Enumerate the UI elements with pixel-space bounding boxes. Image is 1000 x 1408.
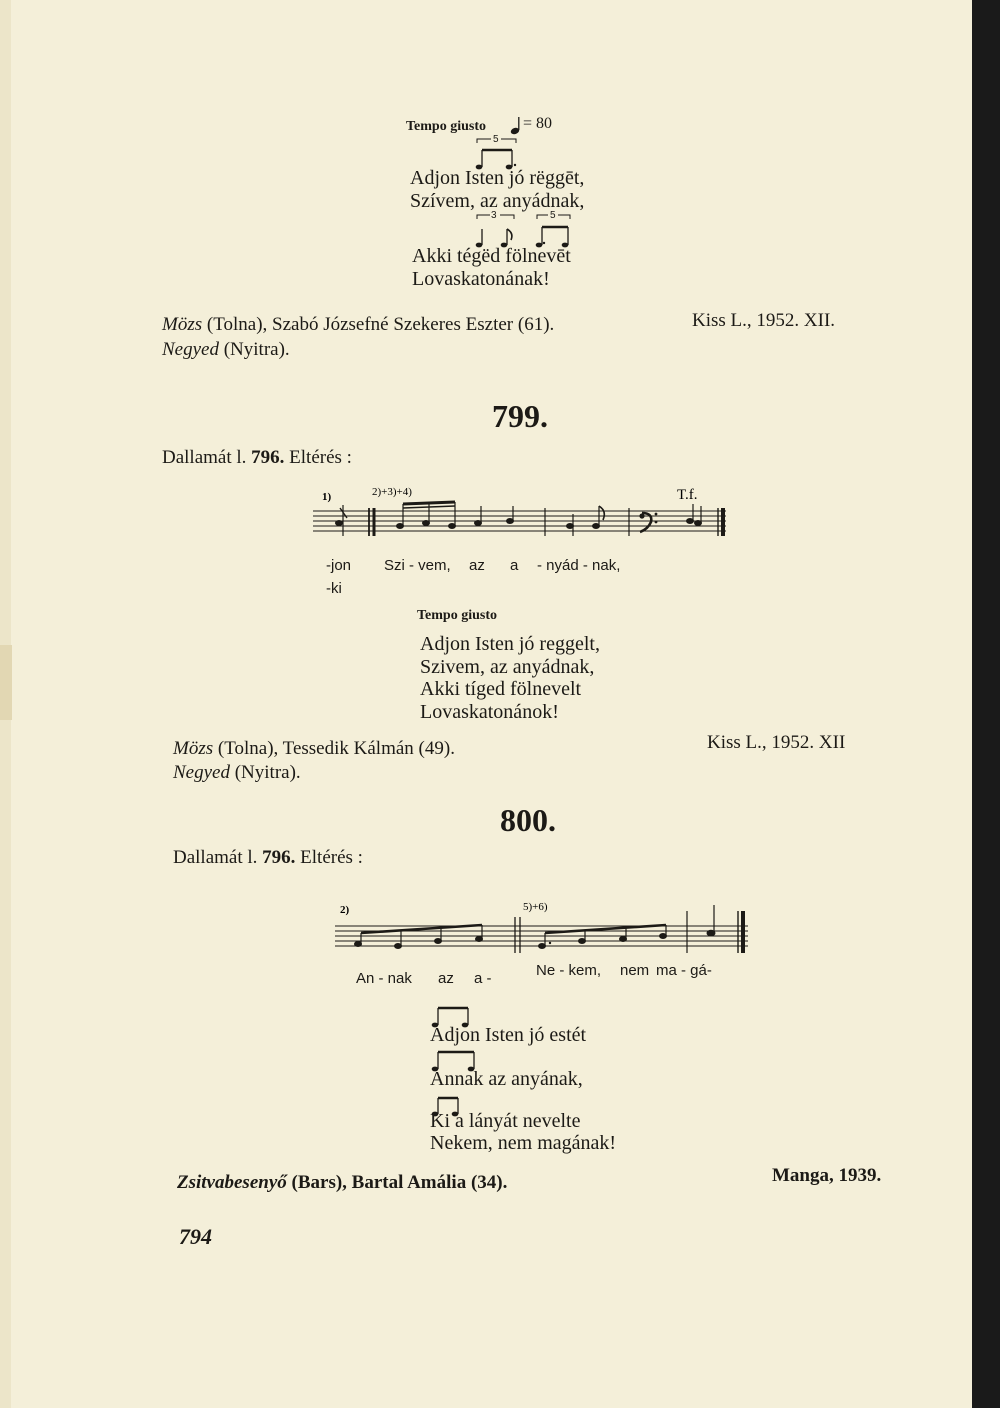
lyric-syllable: -ki — [326, 580, 342, 597]
lyric-syllable: An - nak — [356, 970, 412, 987]
verse-800-line-1: Adjon Isten jó estét — [430, 1024, 587, 1046]
verse-800-line-3: Ki a lányát nevelte — [430, 1110, 581, 1132]
melody-ref-number: 796. — [251, 447, 285, 468]
source-line-top — [162, 314, 554, 336]
verse-line: Adjon Isten jó rëggēt, — [410, 167, 585, 189]
region-details: (Nyitra). — [218, 339, 290, 360]
tuplet-number: 5 — [493, 134, 499, 145]
source-place: Mözs — [173, 738, 214, 759]
lyric-syllable: a - — [474, 970, 492, 987]
source-details: (Bars), Bartal Amália (34). — [286, 1172, 508, 1193]
verse-top-second-half — [412, 245, 571, 290]
verse-line: Akki tíged fölnevelt — [420, 678, 582, 700]
rhythm-figures-800 — [430, 1003, 480, 1127]
source-place: Mözs — [162, 314, 203, 335]
region-place: Negyed — [162, 339, 219, 360]
variant-mark: 1) — [322, 491, 332, 503]
verse-line: Adjon Isten jó reggelt, — [420, 633, 600, 655]
region-place: Negyed — [173, 762, 230, 783]
source-line-800 — [177, 1172, 507, 1194]
variant-mark: 2) — [340, 904, 350, 916]
collector-top: Kiss L., 1952. XII. — [692, 310, 836, 331]
tuplet-number: 5 — [550, 210, 556, 221]
lyric-syllable: nem — [620, 962, 650, 979]
melody-reference-799 — [162, 447, 352, 469]
verse-line: Szivem, az anyádnak, — [420, 655, 595, 678]
lyric-syllable: ma - gá- — [656, 962, 712, 979]
lyric-syllable: Szi - vem, — [384, 557, 451, 574]
tempo-marking-top — [406, 119, 486, 135]
source-place: Zsitvabesenyő — [177, 1172, 287, 1193]
collector-799: Kiss L., 1952. XII — [707, 732, 846, 753]
melody-reference-800 — [173, 847, 363, 869]
lyric-syllable: az — [438, 970, 454, 987]
verse-799 — [420, 633, 600, 723]
melody-ref-text: Dallamát l. — [162, 447, 252, 468]
song-number-799: 799. — [492, 398, 548, 434]
source-line-799 — [173, 738, 455, 760]
paper-edge-tab — [0, 645, 12, 720]
verse-line: Lovaskatonának! — [412, 267, 550, 290]
verse-top-first-half — [410, 167, 584, 212]
melody-ref-variant: Eltérés : — [284, 447, 352, 468]
variant-mark: 5)+6) — [523, 901, 548, 913]
source-details: (Tolna), Tessedik Kálmán (49). — [213, 738, 455, 759]
verse-800-line-4: Nekem, nem magának! — [430, 1132, 617, 1154]
verse-line: Szívem, az anyádnak, — [410, 189, 585, 212]
tempo-marking-799: Tempo giusto — [417, 608, 498, 623]
region-details: (Nyitra). — [229, 762, 301, 783]
verse-800-line-2: Annak az anyának, — [430, 1068, 583, 1090]
music-staff-799 — [305, 478, 735, 548]
tempo-value: = 80 — [523, 115, 553, 132]
region-line-799 — [173, 762, 301, 784]
tempo-text: Tempo giusto — [406, 119, 487, 134]
scan-background-edge — [972, 0, 1000, 1408]
lyric-syllable: - nyád - nak, — [537, 557, 621, 574]
lyric-syllable: az — [469, 557, 485, 574]
melody-ref-number: 796. — [262, 847, 296, 868]
source-details: (Tolna), Szabó Józsefné Szekeres Eszter (61). — [202, 314, 555, 335]
song-number-800: 800. — [500, 802, 556, 838]
lyric-syllable: a — [510, 557, 519, 574]
lyric-syllable: -jon — [326, 557, 352, 574]
collector-800: Manga, 1939. — [772, 1165, 882, 1186]
variant-mark: 2)+3)+4) — [372, 486, 412, 498]
page-number: 794 — [179, 1224, 212, 1249]
melody-ref-text: Dallamát l. — [173, 847, 263, 868]
music-staff-800 — [330, 895, 755, 960]
tuplet-number: 3 — [491, 210, 497, 221]
verse-line: Lovaskatonánok! — [420, 700, 559, 723]
verse-line: Akki tégëd fölnevēt — [412, 245, 571, 267]
staff-lines — [335, 926, 748, 946]
lyric-syllable: Ne - kem, — [536, 962, 602, 979]
melody-ref-variant: Eltérés : — [295, 847, 363, 868]
region-line-top — [162, 339, 290, 361]
variant-mark: T.f. — [677, 487, 698, 503]
